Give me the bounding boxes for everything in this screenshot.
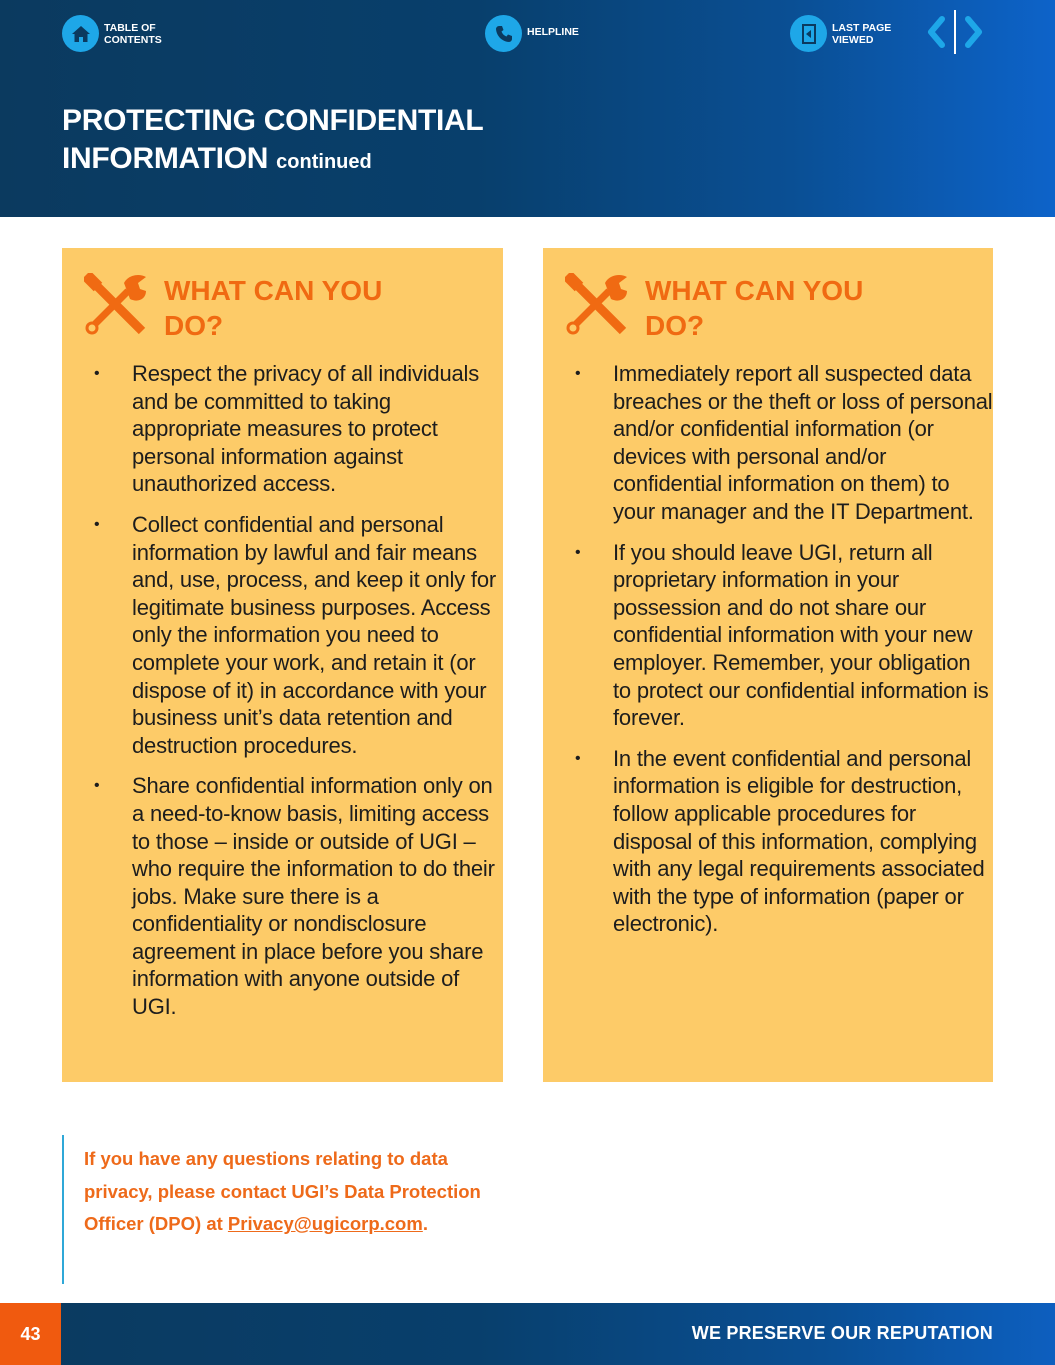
footer-bar [0, 1303, 1055, 1365]
bullet-list [573, 360, 993, 951]
box-title: WHAT CAN YOU DO? [164, 275, 383, 341]
box-heading [84, 273, 384, 343]
list-item: • Collect confidential and personal information by lawful and fair means and, use, process, and keep it only for legitimate business purposes. Access only the information you need to complete your work, and retain it (or dispose of it) in accordance with your business unit’s data retention and destruction procedures. [92, 511, 503, 759]
arrow-divider [954, 10, 956, 54]
page-title-line1: PROTECTING CONFIDENTIAL [62, 104, 484, 137]
list-item: • Share confidential information only on a need-to-know basis, limiting access to those – inside or outside of UGI – who require the information to do their jobs. Make sure there is a confidentiality or nondisclosure agreement in place before you share information with anyone outside of UGI. [92, 772, 503, 1020]
list-item: • In the event confidential and personal information is eligible for destruction, follow applicable procedures for disposal of this information, complying with any legal requirements associated with the type of information (paper or electronic). [573, 745, 993, 938]
privacy-email-link[interactable]: Privacy@ugicorp.com [227, 1213, 423, 1234]
chevron-left-icon [926, 16, 946, 48]
list-item: • Respect the privacy of all individuals and be committed to taking appropriate measures to protect personal information against unauthorized access. [92, 360, 503, 498]
what-can-you-do-box-right [543, 248, 993, 1082]
last-page-link[interactable] [790, 15, 891, 52]
helpline-link[interactable] [485, 15, 579, 52]
page-title-line2: INFORMATION [62, 142, 269, 175]
what-can-you-do-box-left [62, 248, 503, 1082]
helpline-label: HELPLINE [527, 26, 579, 38]
tools-icon [84, 273, 150, 337]
toc-link[interactable] [62, 15, 162, 52]
last-page-icon [790, 15, 827, 52]
phone-icon [485, 15, 522, 52]
box-title: WHAT CAN YOU DO? [645, 275, 864, 341]
privacy-callout [62, 1135, 484, 1284]
callout-end: . [422, 1213, 428, 1234]
tools-icon [565, 273, 631, 337]
last-page-label: LAST PAGE VIEWED [832, 21, 892, 46]
toc-label: TABLE OF CONTENTS [104, 21, 162, 46]
list-item: • If you should leave UGI, return all proprietary information in your possession and do not share our confidential information with your new employer. Remember, your obligation to protect our confidential information is forever. [573, 539, 993, 732]
callout-body: If you have any questions relating to data privacy, please contact UGI’s Data Protection Officer (DPO) at [84, 1148, 481, 1234]
chevron-right-icon [964, 16, 984, 48]
page-arrows [920, 10, 990, 54]
page-number: 43 [0, 1303, 61, 1365]
list-item: • Immediately report all suspected data breaches or the theft or loss of personal and/or confidential information (or devices with personal and/or confidential information on them) to your manager and the IT Department. [573, 360, 993, 526]
header-banner [0, 0, 1055, 217]
page-title-suffix: continued [276, 151, 372, 173]
section-title: WE PRESERVE OUR REPUTATION [691, 1323, 993, 1343]
callout-text [84, 1143, 484, 1241]
page-title [62, 102, 483, 181]
home-icon [62, 15, 99, 52]
bullet-list [92, 360, 503, 1034]
previous-page-button[interactable] [920, 10, 952, 54]
next-page-button[interactable] [958, 10, 990, 54]
box-heading [565, 273, 865, 343]
